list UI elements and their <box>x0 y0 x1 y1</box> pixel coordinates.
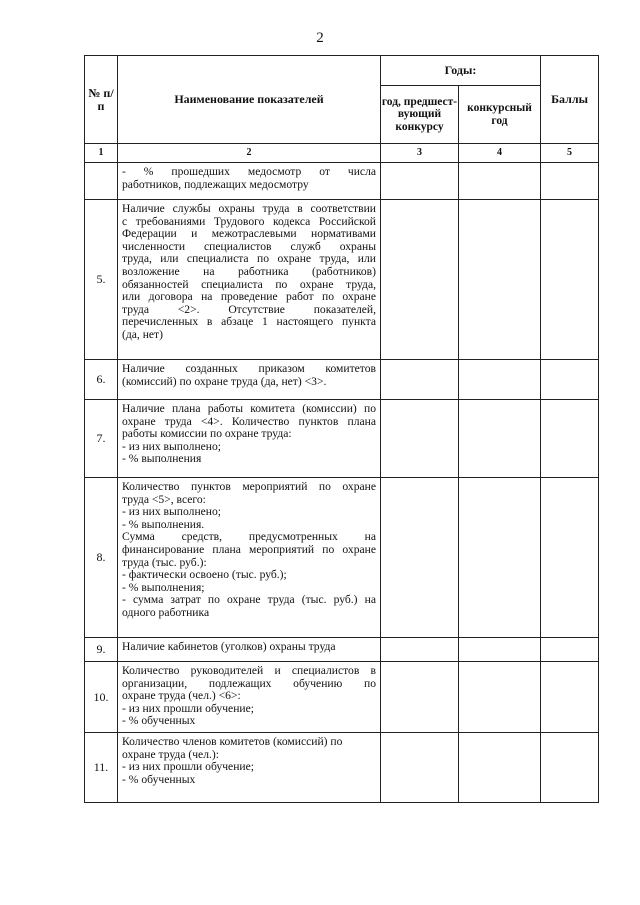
indicator-line: - из них выполнено; <box>122 505 222 519</box>
indicator-line: - % выполнения <box>122 452 202 466</box>
header-contest-year: конкурсный год <box>459 86 541 144</box>
value-contest-year[interactable] <box>459 163 541 200</box>
value-prev-year[interactable] <box>381 662 459 733</box>
value-contest-year[interactable] <box>459 360 541 400</box>
indicator-line: одного работника <box>122 605 210 619</box>
col-index: 4 <box>459 144 541 163</box>
indicator-line: Количество руководителей и специалистов в <box>122 664 376 677</box>
value-contest-year[interactable] <box>459 400 541 478</box>
indicator-name <box>118 200 381 360</box>
value-contest-year[interactable] <box>459 200 541 360</box>
row-number: 6. <box>85 360 118 400</box>
value-prev-year[interactable] <box>381 732 459 802</box>
indicator-line: - сумма затрат по охране труда (тыс. руб.) на <box>122 593 376 607</box>
value-prev-year[interactable] <box>381 360 459 400</box>
table-row <box>85 638 599 662</box>
row-number: 8. <box>85 478 118 638</box>
indicator-line: возложение на работника (работников) <box>122 264 376 278</box>
header-name: Наименование показателей <box>118 56 381 144</box>
indicator-name <box>118 732 381 802</box>
indicators-table <box>84 55 599 803</box>
indicator-line: работы комиссии по охране труда: <box>122 427 292 441</box>
indicator-line: с требованиями Трудового кодекса Российской <box>122 214 376 228</box>
indicator-line: труда <5>, всего: <box>122 492 206 506</box>
table-row <box>85 732 599 802</box>
indicator-name <box>118 478 381 638</box>
table-row <box>85 163 599 200</box>
indicator-line: - из них прошли обучение; <box>122 701 254 715</box>
value-contest-year[interactable] <box>459 478 541 638</box>
indicator-line: Количество пунктов мероприятий по охране <box>122 480 376 493</box>
indicator-line: труда <2>. Отсутствие показателей, <box>122 302 376 316</box>
row-number: 11. <box>85 732 118 802</box>
indicator-line: - из них прошли обучение; <box>122 760 254 774</box>
indicator-line: охране труда (чел.): <box>122 747 219 761</box>
indicator-line: охране труда <4>. Количество пунктов плана <box>122 414 376 428</box>
table-row <box>85 400 599 478</box>
value-points[interactable] <box>541 638 599 662</box>
indicator-line: финансирование плана мероприятий по охране <box>122 542 376 556</box>
indicator-line: труда, или специалиста по охране труда, или <box>122 252 376 266</box>
table-row <box>85 360 599 400</box>
row-number: 5. <box>85 200 118 360</box>
value-contest-year[interactable] <box>459 638 541 662</box>
value-points[interactable] <box>541 400 599 478</box>
indicator-line: Федерации и межотраслевыми нормативами <box>122 227 376 241</box>
value-points[interactable] <box>541 478 599 638</box>
indicator-line: - из них выполнено; <box>122 439 222 453</box>
indicator-line: охране труда (чел.) <6>: <box>122 689 241 703</box>
indicator-line: Количество членов комитетов (комиссий) по <box>122 734 343 748</box>
col-index: 1 <box>85 144 118 163</box>
indicator-line: организации, подлежащих обучению по <box>122 676 376 690</box>
value-points[interactable] <box>541 662 599 733</box>
indicator-name <box>118 400 381 478</box>
table-row <box>85 478 599 638</box>
indicator-line: - % обученных <box>122 772 196 786</box>
row-number: 9. <box>85 638 118 662</box>
header-years: Годы: <box>381 56 541 86</box>
indicator-line: - % выполнения. <box>122 517 205 531</box>
value-points[interactable] <box>541 732 599 802</box>
indicator-line: обязанностей специалиста по охране труда, <box>122 277 376 291</box>
value-points[interactable] <box>541 200 599 360</box>
column-index-row <box>85 144 599 163</box>
row-number: 7. <box>85 400 118 478</box>
indicator-line: работников, подлежащих медосмотру <box>122 177 309 191</box>
value-points[interactable] <box>541 360 599 400</box>
value-prev-year[interactable] <box>381 400 459 478</box>
indicator-line: - % обученных <box>122 714 196 728</box>
indicator-line: труда (тыс. руб.): <box>122 555 207 569</box>
col-index: 2 <box>118 144 381 163</box>
value-points[interactable] <box>541 163 599 200</box>
value-prev-year[interactable] <box>381 200 459 360</box>
indicators-body <box>85 163 599 803</box>
header-points: Баллы <box>541 56 599 144</box>
page-number: 2 <box>316 30 324 46</box>
value-prev-year[interactable] <box>381 163 459 200</box>
header-prev-year: год, предшест- вующий конкурсу <box>381 86 459 144</box>
col-index: 5 <box>541 144 599 163</box>
indicator-line: или договора на проведение работ по охране <box>122 290 376 304</box>
indicator-line: Наличие плана работы комитета (комиссии) по <box>122 402 376 415</box>
indicator-name <box>118 638 381 662</box>
indicator-name <box>118 662 381 733</box>
indicator-line: перечисленных в абзаце 1 настоящего пункта <box>122 315 376 329</box>
indicator-line: (комиссий) по охране труда (да, нет) <3>. <box>122 374 327 388</box>
indicator-name <box>118 360 381 400</box>
indicator-line: Наличие созданных приказом комитетов <box>122 362 376 375</box>
value-prev-year[interactable] <box>381 478 459 638</box>
indicator-line: Наличие кабинетов (уголков) охраны труда <box>122 640 336 653</box>
table-row <box>85 662 599 733</box>
indicator-line: численности специалистов служб охраны <box>122 239 376 253</box>
indicator-line: - % выполнения; <box>122 580 205 594</box>
header-num: № п/п <box>85 56 118 144</box>
indicator-line: - фактически освоено (тыс. руб.); <box>122 568 287 582</box>
value-contest-year[interactable] <box>459 662 541 733</box>
indicator-line: - % прошедших медосмотр от числа <box>122 165 376 178</box>
value-contest-year[interactable] <box>459 732 541 802</box>
indicator-name <box>118 163 381 200</box>
row-number: 10. <box>85 662 118 733</box>
indicator-line: (да, нет) <box>122 327 163 341</box>
row-number <box>85 163 118 200</box>
value-prev-year[interactable] <box>381 638 459 662</box>
indicator-line: Сумма средств, предусмотренных на <box>122 530 376 544</box>
table-row <box>85 200 599 360</box>
col-index: 3 <box>381 144 459 163</box>
indicator-line: Наличие службы охраны труда в соответствии <box>122 202 376 215</box>
